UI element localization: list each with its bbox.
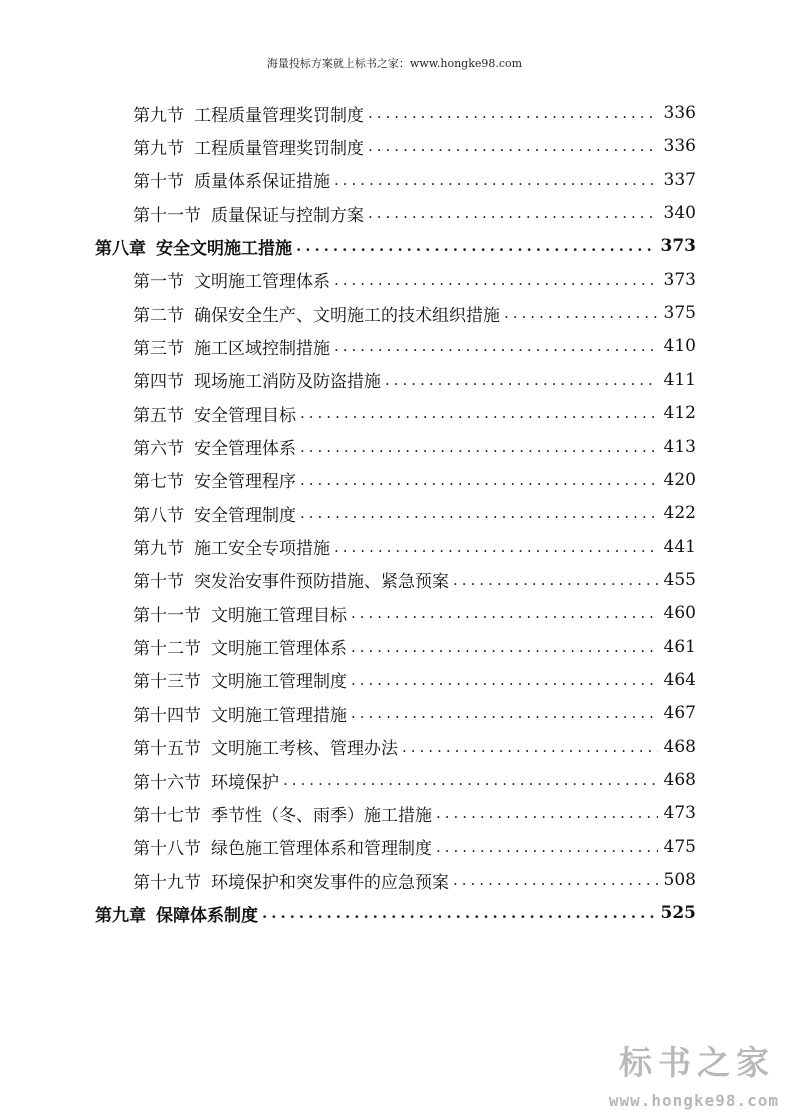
toc-section-entry[interactable] [133, 165, 696, 195]
toc-leader-dots [351, 638, 658, 656]
toc-page-number: 468 [663, 770, 696, 790]
toc-leader-dots [453, 871, 658, 889]
toc-page-number: 373 [663, 269, 696, 290]
toc-entry-number: 第十一节 [133, 605, 201, 626]
toc-entry-number: 第十一节 [133, 205, 201, 226]
toc-leader-dots [385, 371, 658, 389]
toc-entry-title: 突发治安事件预防措施、紧急预案 [194, 572, 449, 593]
toc-page-number: 422 [663, 503, 696, 524]
toc-page-number: 340 [663, 203, 696, 224]
toc-page-number: 460 [663, 603, 696, 624]
toc-section-entry[interactable] [133, 732, 696, 762]
toc-entry-title: 施工区域控制措施 [194, 338, 330, 359]
toc-entry-label [133, 367, 381, 392]
toc-page-number: 420 [663, 469, 696, 490]
toc-leader-dots [368, 204, 658, 222]
toc-leader-dots [436, 804, 658, 822]
toc-entry-number: 第六节 [133, 439, 184, 459]
toc-page-number: 441 [663, 536, 696, 557]
toc-entry-label [133, 567, 449, 592]
toc-entry-label [133, 801, 432, 826]
toc-leader-dots [368, 104, 658, 122]
toc-section-entry[interactable] [133, 565, 696, 595]
toc-leader-dots [296, 237, 655, 255]
toc-chapter-entry[interactable] [95, 231, 696, 261]
toc-leader-dots [334, 538, 658, 556]
toc-leader-dots [453, 571, 658, 589]
toc-entry-title: 现场施工消防及防盗措施 [194, 372, 381, 393]
toc-leader-dots [504, 304, 658, 322]
watermark-logo: 标书之家 [619, 1043, 775, 1082]
toc-entry-title: 文明施工管理制度 [211, 672, 347, 693]
toc-page-number: 464 [663, 669, 696, 690]
toc-section-entry[interactable] [133, 498, 696, 528]
toc-entry-label [133, 768, 279, 793]
toc-leader-dots [283, 771, 658, 789]
toc-entry-title: 确保安全生产、文明施工的技术组织措施 [194, 305, 500, 326]
toc-section-entry[interactable] [133, 798, 696, 828]
toc-page-number: 413 [663, 436, 696, 457]
toc-leader-dots [300, 471, 658, 489]
toc-section-entry[interactable] [133, 665, 696, 695]
toc-entry-label [133, 201, 364, 226]
toc-page-number: 525 [660, 903, 696, 924]
toc-entry-label [133, 434, 296, 459]
toc-entry-number: 第九节 [133, 539, 184, 560]
toc-leader-dots [351, 704, 658, 722]
toc-entry-label [133, 334, 330, 359]
toc-entry-label [133, 101, 364, 126]
toc-leader-dots [300, 504, 658, 522]
toc-section-entry[interactable] [133, 131, 696, 161]
toc-entry-label [133, 868, 449, 893]
toc-entry-title: 安全管理制度 [194, 505, 296, 526]
toc-entry-label [133, 601, 347, 626]
toc-section-entry[interactable] [133, 832, 696, 862]
toc-page-number: 337 [663, 169, 696, 190]
toc-entry-number: 第九节 [133, 105, 184, 126]
toc-leader-dots [368, 137, 658, 155]
toc-page-number: 467 [663, 703, 696, 724]
toc-entry-number: 第七节 [133, 472, 184, 493]
toc-entry-label [133, 834, 432, 859]
toc-entry-number: 第十三节 [133, 672, 201, 693]
toc-entry-label [133, 501, 296, 526]
toc-page-number: 468 [663, 736, 696, 757]
toc-entry-label [133, 634, 347, 659]
toc-entry-number: 第二节 [133, 305, 184, 326]
toc-entry-title: 安全文明施工措施 [156, 238, 292, 259]
toc-entry-number: 第十七节 [133, 805, 201, 826]
toc-leader-dots [402, 738, 658, 756]
toc-section-entry[interactable] [133, 298, 696, 328]
toc-entry-label [95, 901, 258, 926]
toc-page-number: 412 [663, 403, 696, 424]
toc-page-number: 411 [663, 369, 696, 390]
page-header: 海量投标方案就上标书之家：www.hongke98.com [266, 57, 523, 70]
toc-section-entry[interactable] [133, 265, 696, 295]
toc-page-number: 336 [663, 136, 696, 157]
toc-entry-label [95, 234, 292, 259]
toc-section-entry[interactable] [133, 598, 696, 628]
toc-entry-number: 第十节 [133, 172, 184, 193]
toc-entry-title: 质量保证与控制方案 [211, 205, 364, 226]
toc-leader-dots [300, 438, 658, 456]
toc-entry-number: 第九章 [95, 905, 146, 926]
toc-entry-label [133, 301, 500, 326]
toc-page-number: 410 [663, 336, 696, 357]
toc-section-entry[interactable] [133, 465, 696, 495]
toc-leader-dots [334, 271, 658, 289]
toc-page-number: 473 [663, 803, 696, 824]
toc-entry-title: 施工安全专项措施 [194, 539, 330, 560]
toc-page-number: 373 [660, 236, 696, 257]
toc-entry-title: 环境保护 [211, 772, 279, 793]
toc-section-entry[interactable] [133, 98, 696, 128]
toc-entry-number: 第十二节 [133, 639, 201, 660]
toc-section-entry[interactable] [133, 698, 696, 728]
toc-leader-dots [334, 337, 658, 355]
toc-entry-label [133, 167, 330, 192]
toc-entry-title: 文明施工考核、管理办法 [211, 739, 398, 760]
toc-entry-title: 安全管理目标 [194, 405, 296, 426]
toc-entry-number: 第四节 [133, 372, 184, 393]
toc-section-entry[interactable] [133, 432, 696, 462]
toc-page-number: 375 [663, 303, 696, 324]
toc-leader-dots [334, 171, 658, 189]
toc-entry-label [133, 467, 296, 492]
toc-section-entry[interactable] [133, 198, 696, 228]
toc-entry-number: 第五节 [133, 405, 184, 426]
toc-section-entry[interactable] [133, 398, 696, 428]
toc-page-number: 455 [663, 569, 696, 590]
toc-entry-label [133, 134, 364, 159]
toc-page-number: 475 [663, 836, 696, 857]
toc-entry-number: 第十九节 [133, 872, 201, 893]
toc-entry-title: 工程质量管理奖罚制度 [194, 138, 364, 159]
toc-entry-label [133, 534, 330, 559]
toc-section-entry[interactable] [133, 632, 696, 662]
toc-entry-number: 第九节 [133, 138, 184, 159]
toc-entry-title: 季节性（冬、雨季）施工措施 [211, 805, 432, 826]
toc-entry-number: 第十五节 [133, 739, 201, 760]
toc-entry-title: 保障体系制度 [156, 905, 258, 926]
toc-entry-number: 第八章 [95, 238, 146, 259]
toc-entry-title: 工程质量管理奖罚制度 [194, 105, 364, 126]
toc-entry-title: 安全管理体系 [194, 439, 296, 459]
toc-page-number: 461 [663, 636, 696, 657]
toc-leader-dots [436, 838, 658, 856]
toc-entry-title: 文明施工管理目标 [211, 605, 347, 626]
toc-entry-title: 文明施工管理措施 [211, 705, 347, 726]
toc-entry-label [133, 701, 347, 726]
toc-leader-dots [300, 404, 658, 422]
toc-leader-dots [351, 671, 658, 689]
toc-entry-label [133, 401, 296, 426]
toc-section-entry[interactable] [133, 365, 696, 395]
watermark-url: www.hongke98.com [608, 1091, 779, 1110]
toc-page-number: 336 [663, 103, 696, 123]
toc-section-entry[interactable] [133, 331, 696, 361]
toc-entry-number: 第三节 [133, 338, 184, 359]
toc-entry-label [133, 667, 347, 692]
toc-entry-number: 第十节 [133, 572, 184, 593]
toc-entry-number: 第一节 [133, 272, 184, 293]
toc-entry-number: 第十四节 [133, 705, 201, 726]
toc-entry-title: 文明施工管理体系 [194, 272, 330, 293]
toc-chapter-entry[interactable] [95, 898, 696, 928]
toc-entry-number: 第十八节 [133, 839, 201, 860]
toc-entry-label [133, 267, 330, 292]
toc-entry-title: 文明施工管理体系 [211, 639, 347, 660]
toc-page-number: 508 [663, 870, 696, 891]
toc-leader-dots [262, 904, 655, 922]
toc-section-entry[interactable] [133, 532, 696, 562]
toc-entry-number: 第八节 [133, 505, 184, 526]
toc-entry-label [133, 734, 398, 759]
toc-section-entry[interactable] [133, 865, 696, 895]
toc-entry-title: 质量体系保证措施 [194, 172, 330, 193]
toc-entry-title: 绿色施工管理体系和管理制度 [211, 839, 432, 860]
toc-section-entry[interactable] [133, 765, 696, 795]
toc-entry-title: 安全管理程序 [194, 472, 296, 493]
toc-leader-dots [351, 604, 658, 622]
toc-entry-number: 第十六节 [133, 772, 201, 793]
toc-entry-title: 环境保护和突发事件的应急预案 [211, 872, 449, 893]
